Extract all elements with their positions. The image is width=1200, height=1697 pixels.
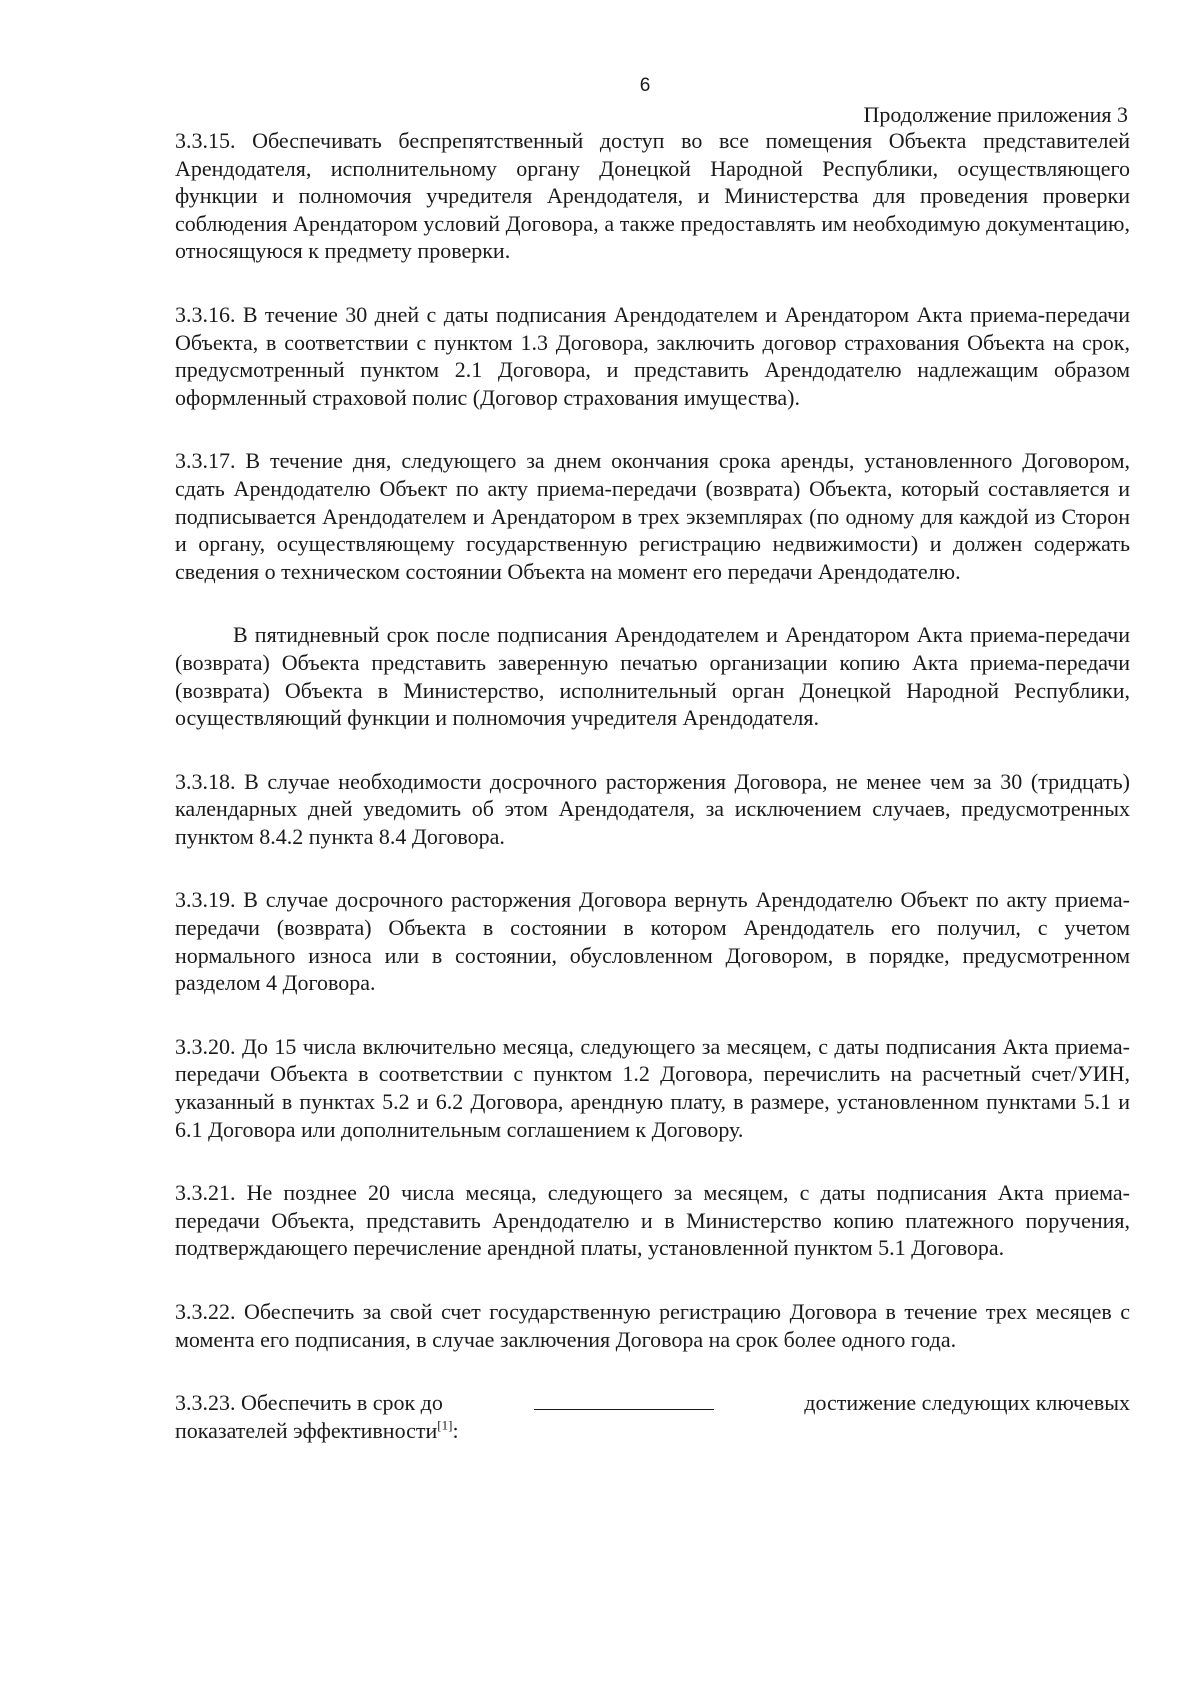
clause-3-3-16: 3.3.16. В течение 30 дней с даты подписания Арендодателем и Арендатором Акта приема-передачи Объекта, в соответствии с пунктом 1.3 Договора, заключить договор страхования Объекта на срок, предусмотренный пунктом 2.1 Договора, и представить Арендодателю надлежащим образом оформленный страховой полис (Договор страхования имущества). bbox=[175, 301, 1130, 410]
clause-3-3-20: 3.3.20. До 15 числа включительно месяца, следующего за месяцем, с даты подписания Акта приема-передачи Объекта в соответствии с пунктом 1.2 Договора, перечислить на расчетный счет/УИН, указанный в пунктах 5.2 и 6.2 Договора, арендную плату, в размере, установленном пунктами 5.1 и 6.1 Договора или дополнительным соглашением к Договору. bbox=[175, 1033, 1130, 1142]
clause-3-3-23-first-line bbox=[175, 1389, 1130, 1417]
clause-3-3-23-end: достижение следующих ключевых bbox=[804, 1390, 1130, 1416]
clause-3-3-23-start: 3.3.23. Обеспечить в срок до bbox=[175, 1390, 443, 1416]
clause-3-3-18: 3.3.18. В случае необходимости досрочного расторжения Договора, не менее чем за 30 (тридцать) календарных дней уведомить об этом Арендодателя, за исключением случаев, предусмотренных пунктом 8.4.2 пункта 8.4 Договора. bbox=[175, 768, 1130, 849]
clause-3-3-23-line2: показателей эффективности bbox=[175, 1417, 438, 1443]
clause-3-3-19: 3.3.19. В случае досрочного расторжения Договора вернуть Арендодателю Объект по акту приема-передачи (возврата) Объекта в состоянии в котором Арендодатель его получил, с учетом нормального износа или в состоянии, обусловленном Договором, в порядке, предусмотренном разделом 4 Договора. bbox=[175, 887, 1130, 996]
clause-3-3-22: 3.3.22. Обеспечить за свой счет государственную регистрацию Договора в течение трех месяцев с момента его подписания, в случае заключения Договора на срок более одного года. bbox=[175, 1299, 1130, 1352]
appendix-continuation-note: Продолжение приложения 3 bbox=[863, 102, 1128, 127]
clause-3-3-23-colon: : bbox=[452, 1417, 459, 1443]
clause-3-3-15: 3.3.15. Обеспечивать беспрепятственный доступ во все помещения Объекта представителей Арендодателя, исполнительному органу Донецкой Народной Республики, осуществляющего функции и полномочия учредителя Арендодателя, и Министерства для проведения проверки соблюдения Арендатором условий Договора, а также предоставлять им необходимую документацию, относящуюся к предмету проверки. bbox=[175, 128, 1130, 264]
clause-3-3-21: 3.3.21. Не позднее 20 числа месяца, следующего за месяцем, с даты подписания Акта приема-передачи Объекта, представить Арендодателю и в Министерство копию платежного поручения, подтверждающего перечисление арендной платы, установленной пунктом 5.1 Договора. bbox=[175, 1180, 1130, 1261]
clause-3-3-23 bbox=[175, 1389, 1130, 1444]
clause-3-3-17: 3.3.17. В течение дня, следующего за днем окончания срока аренды, установленного Договором, сдать Арендодателю Объект по акту приема-передачи (возврата) Объекта, который составляется и подписывается Арендодателем и Арендатором в трех экземплярах (по одному для каждой из Сторон и органу, осуществляющему государственную регистрацию недвижимости) и должен содержать сведения о техническом состоянии Объекта на момент его передачи Арендодателю. bbox=[175, 448, 1130, 584]
document-body bbox=[175, 127, 1130, 1471]
clause-3-3-17-continuation: В пятидневный срок после подписания Арендодателем и Арендатором Акта приема-передачи (возврата) Объекта представить заверенную печатью организации копию Акта приема-передачи (возврата) Объекта в Министерство, исполнительный орган Донецкой Народной Республики, осуществляющий функции и полномочия учредителя Арендодателя. bbox=[175, 622, 1130, 731]
clause-3-3-23-second-line bbox=[175, 1417, 1130, 1445]
page-number: 6 bbox=[639, 75, 651, 96]
deadline-blank-field[interactable] bbox=[534, 1391, 714, 1410]
footnote-reference[interactable]: [1] bbox=[437, 1417, 453, 1433]
